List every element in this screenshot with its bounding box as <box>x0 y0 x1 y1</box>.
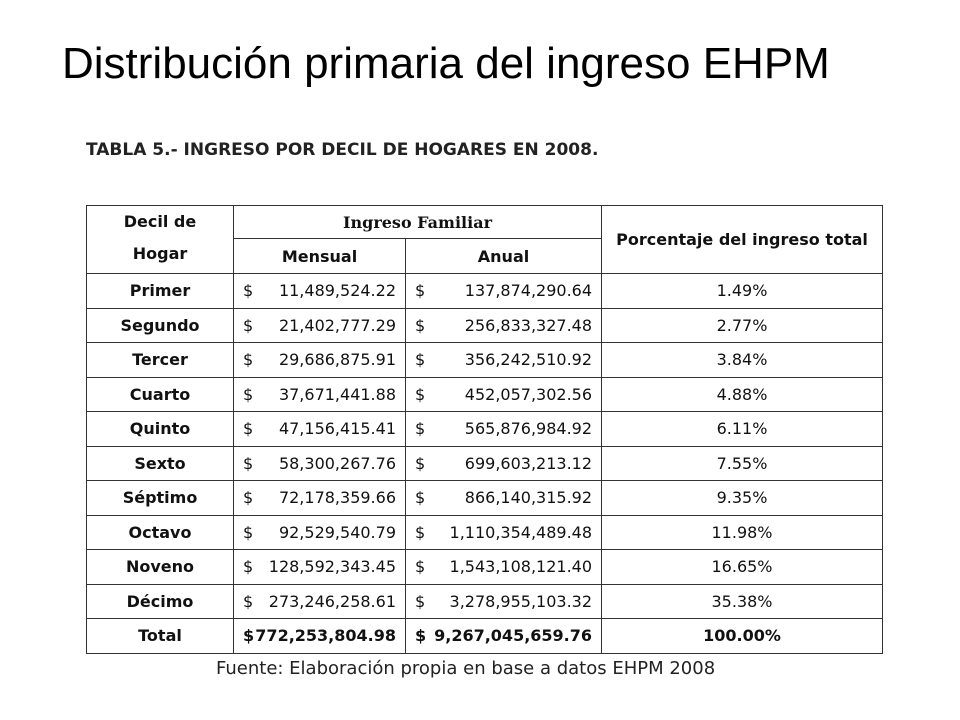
table-row <box>87 584 883 619</box>
table-row <box>87 308 883 343</box>
cell-anual <box>406 619 602 654</box>
cell-porcentaje: 2.77% <box>602 308 883 343</box>
cell-anual <box>406 446 602 481</box>
currency-symbol: $ <box>415 488 426 508</box>
cell-mensual <box>234 515 406 550</box>
currency-symbol: $ <box>415 591 426 611</box>
cell-anual-value: 866,140,315.92 <box>464 488 593 508</box>
cell-porcentaje: 4.88% <box>602 377 883 412</box>
source-note: Fuente: Elaboración propia en base a datos EHPM 2008 <box>216 658 716 679</box>
cell-anual-value: 9,267,045,659.76 <box>434 626 593 646</box>
currency-symbol: $ <box>415 419 426 439</box>
cell-mensual-value: 11,489,524.22 <box>278 281 396 301</box>
cell-porcentaje: 9.35% <box>602 481 883 516</box>
cell-decil: Cuarto <box>87 377 234 412</box>
cell-porcentaje: 16.65% <box>602 550 883 585</box>
cell-anual-value: 256,833,327.48 <box>464 315 593 335</box>
cell-decil: Noveno <box>87 550 234 585</box>
currency-symbol: $ <box>243 522 254 542</box>
cell-anual <box>406 481 602 516</box>
currency-symbol: $ <box>415 626 427 646</box>
cell-decil: Décimo <box>87 584 234 619</box>
table-caption: TABLA 5.- INGRESO POR DECIL DE HOGARES EN 2008. <box>86 140 599 160</box>
cell-decil: Segundo <box>87 308 234 343</box>
cell-anual-value: 3,278,955,103.32 <box>449 591 593 611</box>
currency-symbol: $ <box>415 315 426 335</box>
currency-symbol: $ <box>415 522 426 542</box>
cell-decil: Primer <box>87 274 234 309</box>
cell-porcentaje: 3.84% <box>602 343 883 378</box>
cell-mensual <box>234 343 406 378</box>
cell-mensual <box>234 412 406 447</box>
cell-porcentaje: 35.38% <box>602 584 883 619</box>
cell-mensual-value: 92,529,540.79 <box>278 522 396 542</box>
table-row <box>87 446 883 481</box>
cell-anual-value: 452,057,302.56 <box>464 384 593 404</box>
cell-anual-value: 356,242,510.92 <box>464 350 593 370</box>
currency-symbol: $ <box>243 419 254 439</box>
currency-symbol: $ <box>415 557 426 577</box>
cell-porcentaje: 6.11% <box>602 412 883 447</box>
cell-mensual-value: 29,686,875.91 <box>278 350 396 370</box>
cell-mensual-value: 128,592,343.45 <box>268 557 396 577</box>
header-decil-line1: Decil de <box>123 212 197 231</box>
cell-mensual <box>234 377 406 412</box>
cell-decil: Total <box>87 619 234 654</box>
table-row <box>87 377 883 412</box>
cell-mensual-value: 273,246,258.61 <box>268 591 396 611</box>
cell-porcentaje: 100.00% <box>602 619 883 654</box>
table-total-row <box>87 619 883 654</box>
table-body <box>87 274 883 654</box>
header-decil <box>87 206 234 274</box>
cell-mensual-value: 72,178,359.66 <box>278 488 396 508</box>
cell-mensual-value: 772,253,804.98 <box>255 626 396 646</box>
cell-decil: Quinto <box>87 412 234 447</box>
cell-anual-value: 699,603,213.12 <box>464 453 593 473</box>
table-row <box>87 412 883 447</box>
currency-symbol: $ <box>243 281 254 301</box>
header-decil-line2: Hogar <box>132 244 188 263</box>
cell-anual-value: 565,876,984.92 <box>464 419 593 439</box>
cell-mensual-value: 58,300,267.76 <box>278 453 396 473</box>
currency-symbol: $ <box>243 488 254 508</box>
cell-decil: Octavo <box>87 515 234 550</box>
cell-porcentaje: 1.49% <box>602 274 883 309</box>
cell-anual <box>406 515 602 550</box>
currency-symbol: $ <box>243 591 254 611</box>
slide-title: Distribución primaria del ingreso EHPM <box>62 39 830 88</box>
cell-anual <box>406 377 602 412</box>
cell-anual <box>406 584 602 619</box>
cell-anual <box>406 308 602 343</box>
cell-mensual <box>234 550 406 585</box>
cell-decil: Tercer <box>87 343 234 378</box>
cell-decil: Sexto <box>87 446 234 481</box>
cell-mensual-value: 21,402,777.29 <box>278 315 396 335</box>
table-row <box>87 274 883 309</box>
cell-mensual-value: 47,156,415.41 <box>278 419 396 439</box>
table-row <box>87 515 883 550</box>
cell-mensual-value: 37,671,441.88 <box>278 384 396 404</box>
currency-symbol: $ <box>243 557 254 577</box>
cell-anual <box>406 274 602 309</box>
cell-mensual <box>234 446 406 481</box>
header-ingreso-familiar: Ingreso Familiar <box>234 206 602 239</box>
cell-porcentaje: 7.55% <box>602 446 883 481</box>
table-row <box>87 343 883 378</box>
cell-mensual <box>234 584 406 619</box>
currency-symbol: $ <box>243 626 255 646</box>
cell-anual <box>406 343 602 378</box>
currency-symbol: $ <box>243 350 254 370</box>
header-anual: Anual <box>406 239 602 274</box>
cell-anual-value: 1,110,354,489.48 <box>449 522 593 542</box>
income-decile-table <box>86 205 883 654</box>
cell-mensual <box>234 619 406 654</box>
currency-symbol: $ <box>415 384 426 404</box>
header-mensual: Mensual <box>234 239 406 274</box>
header-porcentaje: Porcentaje del ingreso total <box>602 206 883 274</box>
cell-anual-value: 1,543,108,121.40 <box>449 557 593 577</box>
currency-symbol: $ <box>243 384 254 404</box>
cell-porcentaje: 11.98% <box>602 515 883 550</box>
cell-mensual <box>234 308 406 343</box>
cell-decil: Séptimo <box>87 481 234 516</box>
cell-anual-value: 137,874,290.64 <box>464 281 593 301</box>
currency-symbol: $ <box>415 281 426 301</box>
cell-mensual <box>234 274 406 309</box>
cell-anual <box>406 412 602 447</box>
table-row <box>87 550 883 585</box>
currency-symbol: $ <box>415 350 426 370</box>
currency-symbol: $ <box>243 315 254 335</box>
table-row <box>87 481 883 516</box>
cell-anual <box>406 550 602 585</box>
currency-symbol: $ <box>415 453 426 473</box>
currency-symbol: $ <box>243 453 254 473</box>
cell-mensual <box>234 481 406 516</box>
